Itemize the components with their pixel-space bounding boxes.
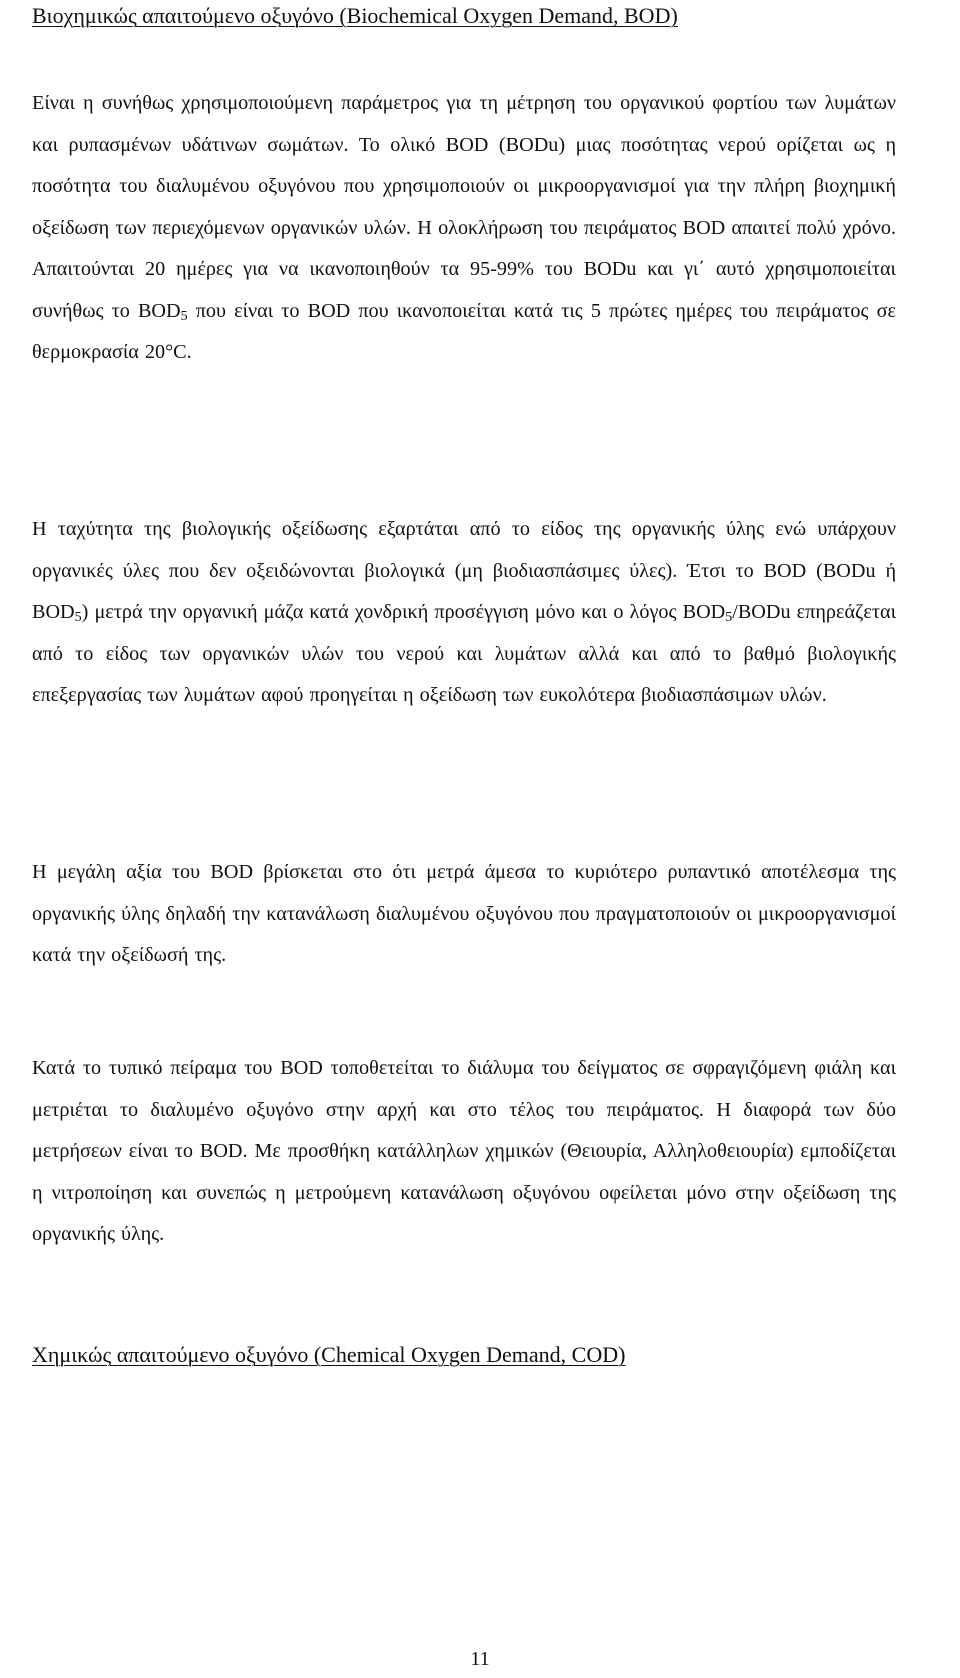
paragraph-bod-definition [32, 83, 896, 374]
section-heading-cod: Χημικώς απαιτούμενο οξυγόνο (Chemical Oxygen Demand, COD) [32, 1342, 626, 1367]
subscript: 5 [74, 610, 82, 625]
paragraph-text: ) μετρά την οργανική μάζα κατά χονδρική προσέγγιση μόνο και ο λόγος BOD [81, 601, 726, 623]
paragraph-text: /BODu επηρεάζεται από το είδος των οργανικών υλών του νερού και λυμάτων αλλά και από το βαθμό βιολογικής επεξεργασίας των λυμάτων αφού προηγείται η οξείδωση των ευκολότερα βιοδιασπάσιμων υλών. [32, 601, 896, 706]
paragraph-bod-experiment: Κατά το τυπικό πείραμα του BOD τοποθετείται το διάλυμα του δείγματος σε σφραγιζόμενη φιάλη και μετριέται το διαλυμένο οξυγόνο στην αρχή και στο τέλος του πειράματος. Η διαφορά των δύο μετρήσεων είναι το BOD. Με προσθήκη κατάλληλων χημικών (Θειουρία, Αλληλοθειουρία) εμποδίζεται η νιτροποίηση και συνεπώς η μετρούμενη κατανάλωση οξυγόνου οφείλεται μόνο στην οξείδωση της οργανικής ύλης. [32, 1057, 896, 1245]
paragraph-text: που είναι το BOD που ικανοποιείται κατά τις 5 πρώτες ημέρες του πειράματος σε θερμοκρασία 20°C. [32, 299, 897, 363]
paragraph-bod-value: Η μεγάλη αξία του BOD βρίσκεται στο ότι μετρά άμεσα το κυριότερο ρυπαντικό αποτέλεσμα της οργανικής ύλης δηλαδή την κατανάλωση διαλυμένου οξυγόνου που πραγματοποιούν οι μικροοργανισμοί κατά την οξείδωσή της. [32, 861, 896, 966]
paragraph-text: Η ταχύτητα της βιολογικής οξείδωσης εξαρτάται από το είδος της οργανικής ύλης ενώ υπάρχουν οργανικές ύλες που δεν οξειδώνονται βιολογικά (μη βιοδιασπάσιμες ύλες). Έτσι το BOD (BODu ή BOD [32, 518, 896, 623]
section-heading-bod: Βιοχημικώς απαιτούμενο οξυγόνο (Biochemical Oxygen Demand, BOD) [32, 3, 678, 28]
page-number: 11 [470, 1648, 490, 1670]
subscript: 5 [180, 308, 188, 324]
paragraph-text: Είναι η συνήθως χρησιμοποιούμενη παράμετρος για τη μέτρηση του οργανικού φορτίου των λυμάτων και ρυπασμένων υδάτινων σωμάτων. Το ολικό BOD (BODu) μιας ποσότητας νερού ορίζεται ως η ποσότητα του διαλυμένου οξυγόνου που χρησιμοποιούν οι μικροοργανισμοί για την πλήρη βιοχημική οξείδωση των περιεχόμενων οργανικών υλών. Η ολοκλήρωση του πειράματος BOD απαιτεί πολύ χρόνο. Απαιτούνται 20 ημέρες για να ικανοποιηθούν τα 95-99% του BODu και γι΄ αυτό χρησιμοποιείται συνήθως το BOD [32, 92, 896, 322]
paragraph-oxidation-rate [32, 509, 896, 717]
subscript: 5 [725, 610, 733, 625]
